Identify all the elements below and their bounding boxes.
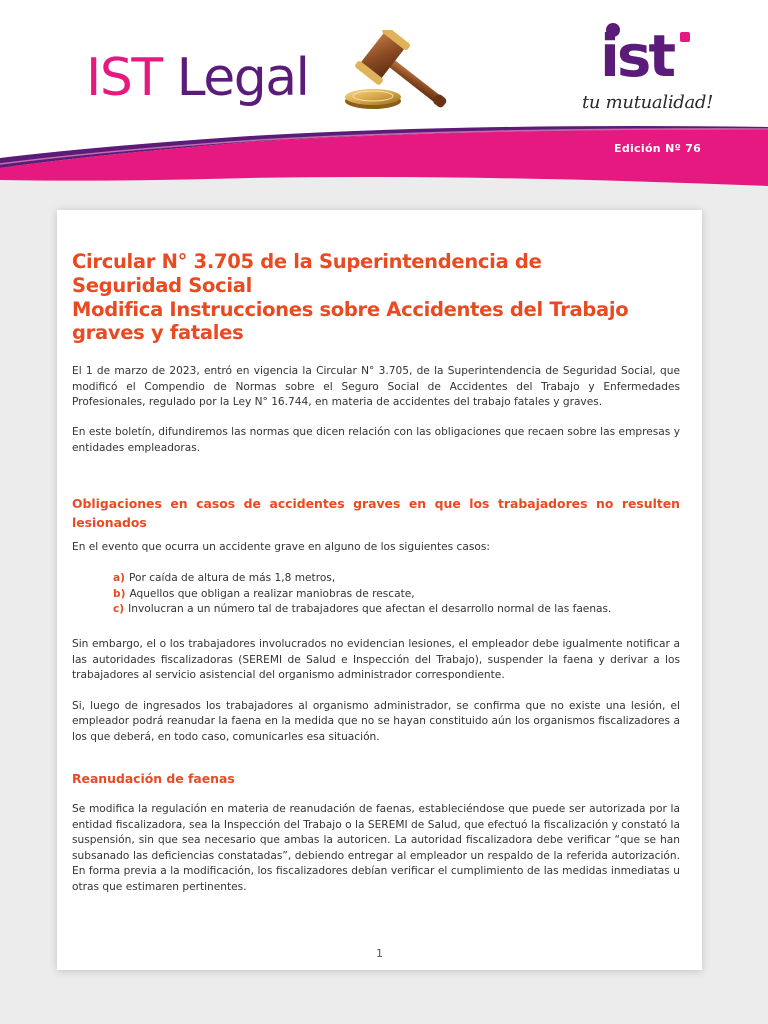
document-content: [72, 250, 680, 895]
section-paragraph: Se modifica la regulación en materia de reanudación de faenas, estableciéndose que puede ser autorizada por la entidad fiscalizadora, sea la Inspección del Trabajo o la SEREMI de Salud, que efectuó la fiscalización y constató la suspensión, sin que sea necesario que ambas la autoricen. La autoridad fiscalizadora debe verificar “que se han subsanado las deficiencias constatadas”, debiendo entregar al empleador un respaldo de la referida autorización. En forma previa a la modificación, los fiscalizadores debían verificar el cumplimiento de las medidas inmediatas u otras que estimaren pertinentes.: [72, 803, 680, 893]
document-page: [57, 210, 702, 970]
ist-logo: [598, 18, 698, 86]
logo-text: ist: [600, 22, 674, 86]
list-item-text: Aquellos que obligan a realizar maniobras de rescate,: [129, 587, 415, 600]
edition-label: Edición Nº 76: [614, 142, 702, 155]
section-paragraph: Sin embargo, el o los trabajadores involucrados no evidencian lesiones, el empleador debe igualmente notificar a las autoridades fiscalizadoras (SEREMI de Salud e Inspección del Trabajo), suspender la faena y derivar a los trabajadores al servicio asistencial del organismo administrador correspondiente.: [72, 638, 680, 682]
list-item-text: Por caída de altura de más 1,8 metros,: [129, 572, 336, 585]
title-line: Circular N° 3.705 de la Superintendencia de: [72, 250, 542, 273]
title-line: Seguridad Social: [72, 273, 253, 297]
list-item: [113, 571, 680, 586]
gavel-icon: [338, 30, 468, 118]
section-paragraph: Si, luego de ingresados los trabajadores al organismo administrador, se confirma que no existe una lesión, el empleador podrá reanudar la faena en la medida que no se hayan constituido aún los organismos fiscalizadores a los que deberá, en todo caso, comunicarles esa situación.: [72, 699, 680, 743]
brand-title: [86, 48, 309, 108]
section-intro: En el evento que ocurra un accidente grave en alguno de los siguientes casos:: [72, 540, 490, 553]
list-marker: a): [113, 572, 125, 585]
case-list: [113, 571, 680, 617]
list-item-text: Involucran a un número tal de trabajadores que afectan el desarrollo normal de las faenas.: [128, 602, 612, 615]
document-title: [72, 250, 680, 345]
brand-legal: Legal: [161, 48, 309, 108]
section-heading: Reanudación de faenas: [72, 771, 235, 787]
page-number: 1: [376, 947, 383, 960]
title-line: graves y fatales: [72, 321, 244, 345]
intro-paragraph: En este boletín, difundiremos las normas que dicen relación con las obligaciones que recaen sobre las empresas y entidades empleadoras.: [72, 426, 680, 454]
list-marker: b): [113, 587, 126, 600]
list-marker: c): [113, 602, 125, 615]
list-item: [113, 587, 680, 602]
header-swoosh: [0, 120, 768, 200]
section-heading: Obligaciones en casos de accidentes graves en que los trabajadores no resulten lesionados: [72, 496, 680, 530]
title-line: Modifica Instrucciones sobre Accidentes del Trabajo: [72, 297, 629, 321]
list-item: [113, 602, 680, 617]
header: [0, 0, 768, 200]
brand-ist: IST: [86, 48, 162, 108]
tagline: tu mutualidad!: [582, 92, 714, 113]
intro-paragraph: El 1 de marzo de 2023, entró en vigencia la Circular N° 3.705, de la Superintendencia de Seguridad Social, que modificó el Compendio de Normas sobre el Seguro Social de Accidentes del Trabajo y Enfermedades Profesionales, regulado por la Ley N° 16.744, en materia de accidentes del trabajo fatales y graves.: [72, 365, 680, 409]
